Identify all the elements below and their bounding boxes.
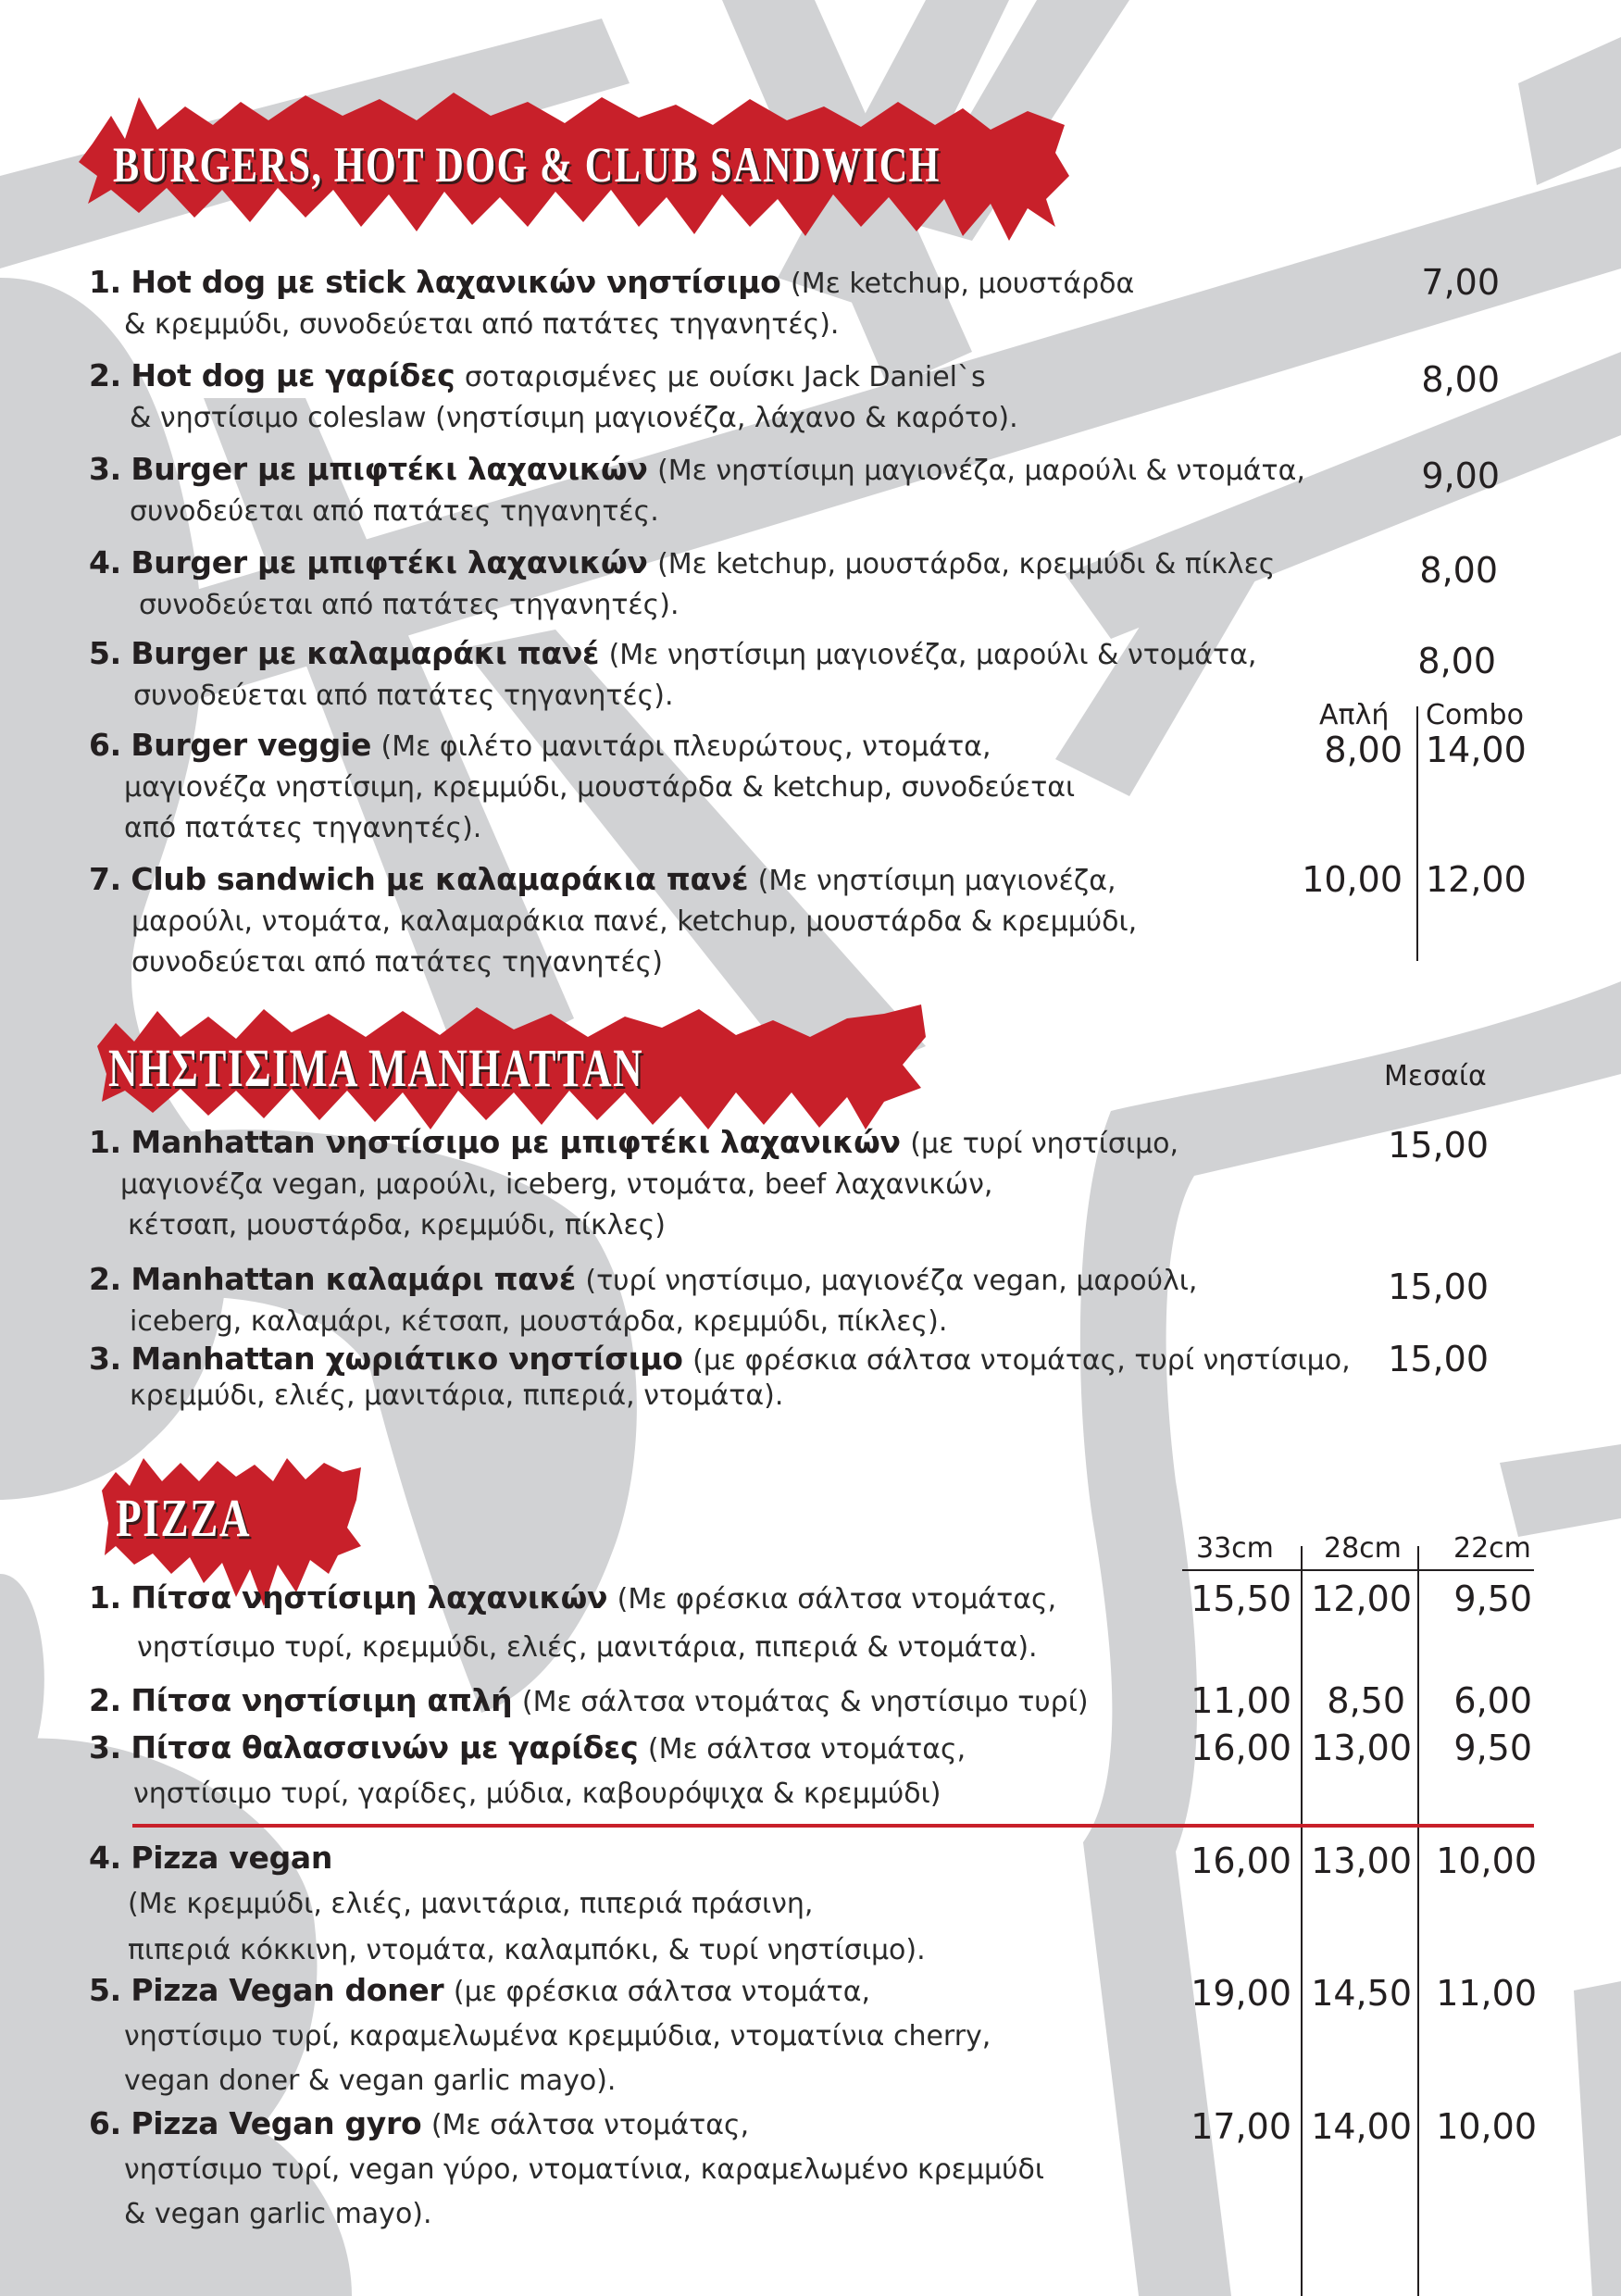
pizza-column-divider-1 (1301, 1546, 1303, 2296)
menu-item-pizza-4: 4. Pizza vegan (Με κρεμμύδι, ελιές, μανιτάρια, πιπεριά πράσινη, πιπεριά κόκκινη, ντομάτα, καλαμπόκι, & τυρί νηστίσιμο). (89, 1840, 926, 1966)
menu-item-burger-5: 5. Burger με καλαμαράκι πανέ (Με νηστίσιμη μαγιονέζα, μαρούλι & ντομάτα, συνοδεύεται από πατάτες τηγανητές). (89, 635, 1257, 712)
item-name: Πίτσα νηστίσιμη απλή (131, 1682, 513, 1718)
pizza-column-divider-2 (1417, 1546, 1419, 2296)
item-description: (Με φρέσκια σάλτσα ντομάτας, (617, 1583, 1057, 1616)
item-price: 15,00 (1388, 1125, 1489, 1166)
item-price-33cm: 15,50 (1191, 1578, 1291, 1619)
item-description: (με φρέσκια σάλτσα ντομάτα, (453, 1976, 871, 2008)
item-price-28cm: 14,50 (1311, 1973, 1412, 2014)
menu-item-manhattan-2: 2. Manhattan καλαμάρι πανέ (τυρί νηστίσιμο, μαγιονέζα vegan, μαρούλι, iceberg, καλαμάρι, κέτσαπ, μουστάρδα, κρεμμύδι, πίκλες). (89, 1261, 1198, 1338)
item-description: σοταρισμένες με ουίσκι Jack Daniel`s (464, 361, 986, 393)
item-name: Manhattan χωριάτικο νηστίσιμο (131, 1341, 683, 1377)
item-price-33cm: 11,00 (1191, 1680, 1291, 1721)
item-name: Burger veggie (131, 727, 372, 763)
section-title-burgers: BURGERS, HOT DOG & CLUB SANDWICH (113, 137, 941, 193)
item-price: 8,00 (1421, 359, 1500, 400)
item-name: Hot dog με stick λαχανικών νηστίσιμο (131, 264, 781, 300)
menu-item-pizza-3: 3. Πίτσα θαλασσινών με γαρίδες (Με σάλτσα ντομάτας, νηστίσιμο τυρί, γαρίδες, μύδια, καβουρόψιχα & κρεμμύδι) (89, 1729, 966, 1810)
pizza-header-underline (1182, 1569, 1534, 1571)
item-name: Manhattan νηστίσιμο με μπιφτέκι λαχανικών (131, 1124, 901, 1160)
item-name: Burger με μπιφτέκι λαχανικών (131, 451, 648, 487)
item-price-28cm: 14,00 (1311, 2106, 1412, 2147)
item-price: 8,00 (1419, 550, 1498, 591)
menu-item-burger-7: 7. Club sandwich με καλαμαράκια πανέ (Με νηστίσιμη μαγιονέζα, μαρούλι, ντομάτα, καλαμαράκια πανέ, ketchup, μουστάρδα & κρεμμύδι, συνοδεύεται από πατάτες τηγανητές) (89, 861, 1138, 979)
item-description: (Με σάλτσα ντομάτας, (430, 2109, 750, 2141)
section-title-pizza: PIZZA (116, 1488, 252, 1548)
menu-item-pizza-1: 1. Πίτσα νηστίσιμη λαχανικών (Με φρέσκια σάλτσα ντομάτας, νηστίσιμο τυρί, κρεμμύδι, ελιές, μανιτάρια, πιπεριά & ντομάτα). (89, 1579, 1057, 1664)
item-price-simple: 10,00 (1302, 859, 1403, 900)
item-name: Pizza vegan (131, 1840, 333, 1876)
item-price-28cm: 8,50 (1327, 1680, 1405, 1721)
item-price-combo: 12,00 (1426, 859, 1527, 900)
menu-item-burger-1: 1. Hot dog με stick λαχανικών νηστίσιμο (Με ketchup, μουστάρδα & κρεμμύδι, συνοδεύεται από πατάτες τηγανητές). (89, 264, 1135, 341)
menu-item-manhattan-1: 1. Manhattan νηστίσιμο με μπιφτέκι λαχανικών (με τυρί νηστίσιμο, μαγιονέζα vegan, μαρούλι, iceberg, ντομάτα, beef λαχανικών, κέτσαπ, μουστάρδα, κρεμμύδι, πίκλες) (89, 1124, 1179, 1242)
column-header-28cm: 28cm (1324, 1532, 1402, 1565)
item-price-28cm: 13,00 (1311, 1728, 1412, 1768)
item-price: 8,00 (1417, 641, 1496, 681)
item-price-28cm: 13,00 (1311, 1841, 1412, 1881)
menu-item-burger-3: 3. Burger με μπιφτέκι λαχανικών (Με νηστίσιμη μαγιονέζα, μαρούλι & ντομάτα, συνοδεύεται από πατάτες τηγανητές. (89, 451, 1305, 528)
item-price-combo: 14,00 (1426, 730, 1527, 770)
item-name: Pizza Vegan gyro (131, 2105, 422, 2141)
item-price-22cm: 10,00 (1436, 2106, 1537, 2147)
item-description: (Με φιλέτο μανιτάρι πλευρώτους, ντομάτα, (380, 730, 991, 763)
item-description: (Με σάλτσα ντομάτας, (647, 1733, 966, 1766)
menu-item-pizza-5: 5. Pizza Vegan doner (με φρέσκια σάλτσα ντομάτα, νηστίσιμο τυρί, καραμελωμένα κρεμμύδια, ντοματίνια cherry, vegan doner & vegan garlic mayo). (89, 1972, 991, 2097)
item-description: (Με ketchup, μουστάρδα, κρεμμύδι & πίκλες (657, 548, 1276, 580)
menu-item-burger-6: 6. Burger veggie (Με φιλέτο μανιτάρι πλευρώτους, ντομάτα, μαγιονέζα νηστίσιμη, κρεμμύδι, μουστάρδα & ketchup, συνοδεύεται από πατάτες τηγανητές). (89, 727, 1076, 844)
item-price: 15,00 (1388, 1339, 1489, 1379)
menu-item-burger-2: 2. Hot dog με γαρίδες σοταρισμένες με ουίσκι Jack Daniel`s & νηστίσιμο coleslaw (νηστίσιμη μαγιονέζα, λάχανο & καρότο). (89, 357, 1018, 434)
menu-item-burger-4: 4. Burger με μπιφτέκι λαχανικών (Με ketchup, μουστάρδα, κρεμμύδι & πίκλες συνοδεύεται από πατάτες τηγανητές). (89, 544, 1276, 621)
burger-price-divider (1416, 706, 1418, 961)
item-price-33cm: 16,00 (1191, 1841, 1291, 1881)
item-price-33cm: 16,00 (1191, 1728, 1291, 1768)
column-header-22cm: 22cm (1453, 1532, 1531, 1565)
item-description: (Με νηστίσιμη μαγιονέζα, μαρούλι & ντομάτα, (608, 639, 1257, 671)
pizza-section-divider (132, 1824, 1534, 1828)
item-price-22cm: 11,00 (1436, 1973, 1537, 2014)
column-header-simple: Απλή (1319, 699, 1390, 731)
item-price-22cm: 9,50 (1453, 1728, 1532, 1768)
item-price: 15,00 (1388, 1267, 1489, 1307)
item-name: Πίτσα θαλασσινών με γαρίδες (131, 1729, 639, 1766)
item-name: Manhattan καλαμάρι πανέ (131, 1261, 576, 1297)
column-header-33cm: 33cm (1196, 1532, 1274, 1565)
column-header-combo: Combo (1426, 699, 1524, 731)
item-price: 7,00 (1421, 262, 1500, 303)
item-price-22cm: 9,50 (1453, 1578, 1532, 1619)
item-description: (Με νηστίσιμη μαγιονέζα, (757, 865, 1116, 897)
item-price-simple: 8,00 (1324, 730, 1403, 770)
menu-item-manhattan-3: 3. Manhattan χωριάτικο νηστίσιμο (με φρέσκια σάλτσα ντομάτας, τυρί νηστίσιμο, κρεμμύδι, ελιές, μανιτάρια, πιπεριά, ντομάτα). (89, 1341, 1351, 1412)
item-name: Burger με μπιφτέκι λαχανικών (131, 544, 648, 580)
item-description: (με φρέσκια σάλτσα ντομάτας, τυρί νηστίσιμο, (692, 1344, 1351, 1377)
section-title-manhattan: ΝΗΣΤΙΣΙΜΑ MANHATTAN (108, 1038, 643, 1098)
section-banner-burgers (74, 88, 1074, 245)
item-price-28cm: 12,00 (1311, 1578, 1412, 1619)
item-price-22cm: 10,00 (1436, 1841, 1537, 1881)
item-name: Hot dog με γαρίδες (131, 357, 455, 393)
menu-item-pizza-2: 2. Πίτσα νηστίσιμη απλή (Με σάλτσα ντομάτας & νηστίσιμο τυρί) (89, 1682, 1089, 1718)
item-description: (με τυρί νηστίσιμο, (910, 1128, 1179, 1160)
item-name: Pizza Vegan doner (131, 1972, 444, 2008)
item-price-33cm: 17,00 (1191, 2106, 1291, 2147)
item-description: (Με ketchup, μουστάρδα (790, 268, 1135, 300)
item-price: 9,00 (1421, 455, 1500, 496)
item-price-22cm: 6,00 (1453, 1680, 1532, 1721)
item-name: Club sandwich με καλαμαράκια πανέ (131, 861, 749, 897)
menu-item-pizza-6: 6. Pizza Vegan gyro (Με σάλτσα ντομάτας, νηστίσιμο τυρί, vegan γύρο, ντοματίνια, καραμελωμένο κρεμμύδι & vegan garlic mayo). (89, 2105, 1044, 2230)
item-description: (Με νηστίσιμη μαγιονέζα, μαρούλι & ντομάτα, (657, 455, 1305, 487)
item-description: (Με σάλτσα ντομάτας & νηστίσιμο τυρί) (521, 1686, 1089, 1718)
item-name: Burger με καλαμαράκι πανέ (131, 635, 600, 671)
item-description: (τυρί νηστίσιμο, μαγιονέζα vegan, μαρούλι, (585, 1265, 1198, 1297)
item-name: Πίτσα νηστίσιμη λαχανικών (131, 1579, 608, 1616)
column-header-medium: Μεσαία (1384, 1060, 1487, 1092)
item-price-33cm: 19,00 (1191, 1973, 1291, 2014)
section-banner-manhattan (88, 1000, 940, 1139)
